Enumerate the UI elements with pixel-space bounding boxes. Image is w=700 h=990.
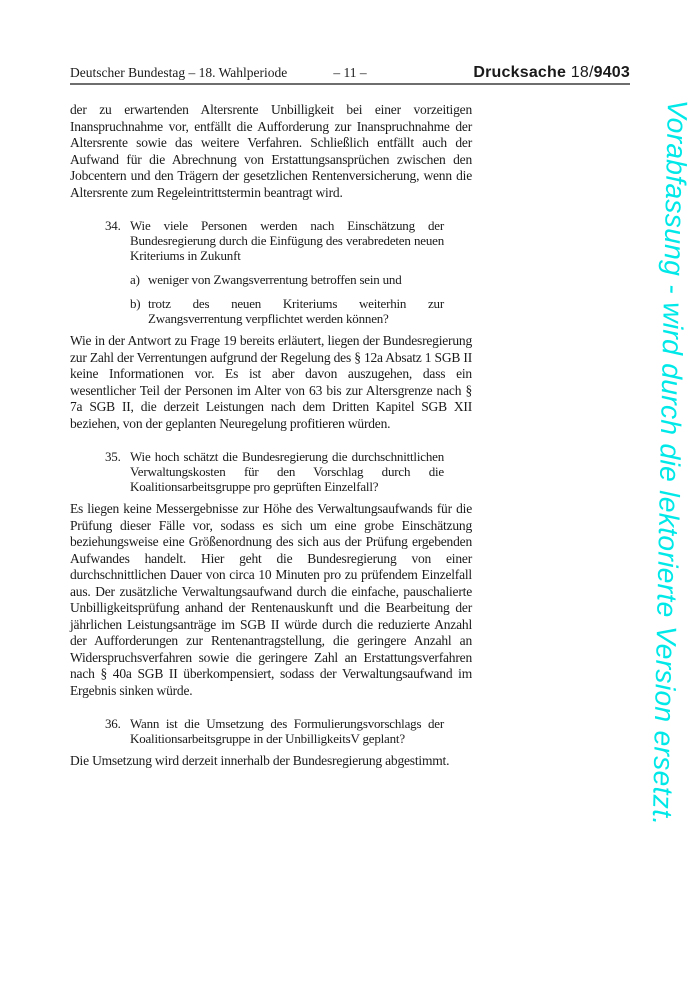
- answer-35-paragraph: Es liegen keine Messergebnisse zur Höhe des Verwaltungsaufwands für die Prüfung dieser Fälle vor, sodass es sich um eine grobe Einschätzung beziehungsweise eine Größenordnung des sich aus der Prüfung ergebenden Aufwandes handelt. Hier geht die Bundesregierung von einer durchschnittlichen Dauer von circa 10 Minuten pro zu prüfendem Einzelfall aus. Der zusätzliche Verwaltungsaufwand durch die einfache, pauschalierte Unbilligkeitsprüfung anhand der Rentenauskunft und die Bearbeitung der jährlichen Leistungsanträge im SGB II würde durch die reduzierte Anzahl der Aufforderungen zur Rentenantragstellung, die geringere Anzahl an Widerspruchsverfahren sowie die geringere Zahl an Erstattungsverfahren nach § 40a SGB II überkompensiert, sodass der Verwaltungsaufwand im Ergebnis sinken würde.: [70, 501, 472, 698]
- question-34b-text: trotz des neuen Kriteriums weiterhin zur Zwangsverrentung verpflichtet werden können?: [148, 296, 444, 326]
- question-35-number: 35.: [105, 449, 121, 464]
- answer-36-paragraph: Die Umsetzung wird derzeit innerhalb der Bundesregierung abgestimmt.: [70, 753, 450, 768]
- drucksache-label: Drucksache: [473, 64, 571, 81]
- header-drucksache: [367, 64, 630, 82]
- page-number: – 11 –: [333, 65, 367, 80]
- vorabfassung-watermark: Vorabfassung - wird durch die lektorierte Version ersetzt.: [646, 99, 693, 826]
- question-34a-text: weniger von Zwangsverrentung betroffen sein und: [148, 272, 402, 287]
- question-36-number: 36.: [105, 716, 121, 731]
- question-36: [70, 716, 472, 746]
- intro-paragraph: der zu erwartenden Altersrente Unbilligkeit bei einer vorzeitigen Inanspruchnahme vor, entfällt die Aufforderung zur Inanspruchnahme der Altersrente sowie das weitere Verfahren. Schließlich entfällt auch der Aufwand für die Abrechnung von Erstattungsansprüchen zwischen den Jobcentern und den Trägern der gesetzlichen Rentenversicherung, wenn die Altersrente zum Regeleintrittstermin beantragt wird.: [70, 102, 472, 200]
- answer-34-paragraph: Wie in der Antwort zu Frage 19 bereits erläutert, liegen der Bundesregierung zur Zahl der Verrentungen aufgrund der Regelung des § 12a Absatz 1 SGB II keine Informationen vor. Es ist aber davon auszugehen, dass ein wesentlicher Teil der Personen im Alter von 63 bis zur Altersgrenze nach § 7a SGB II, die derzeit Leistungen nach dem Dritten Kapitel SGB XII beziehen, von der geplanten Neuregelung profitieren würden.: [70, 333, 472, 431]
- question-34-number: 34.: [105, 218, 121, 233]
- question-35-text: Wie hoch schätzt die Bundesregierung die durchschnittlichen Verwaltungskosten für den Vorschlag durch die Koalitionsarbeitsgruppe pro geprüften Einzelfall?: [130, 449, 444, 494]
- page-header: [70, 64, 630, 82]
- question-34b-label: b): [130, 296, 141, 311]
- question-35: [70, 449, 472, 494]
- drucksache-number: 9403: [593, 64, 630, 81]
- header-parliament-label: Deutscher Bundestag – 18. Wahlperiode: [70, 65, 288, 80]
- header-divider: [70, 83, 630, 85]
- drucksache-session: 18/: [570, 64, 594, 81]
- question-34a: [130, 272, 444, 287]
- question-34: [70, 218, 472, 326]
- question-34-text: Wie viele Personen werden nach Einschätzung der Bundesregierung durch die Einfügung des verabredeten neuen Kriteriums in Zukunft: [130, 218, 444, 263]
- question-34b: [130, 296, 444, 326]
- document-body: [70, 102, 472, 770]
- question-36-text: Wann ist die Umsetzung des Formulierungsvorschlags der Koalitionsarbeitsgruppe in der UnbilligkeitsV geplant?: [130, 716, 444, 746]
- question-34a-label: a): [130, 272, 140, 287]
